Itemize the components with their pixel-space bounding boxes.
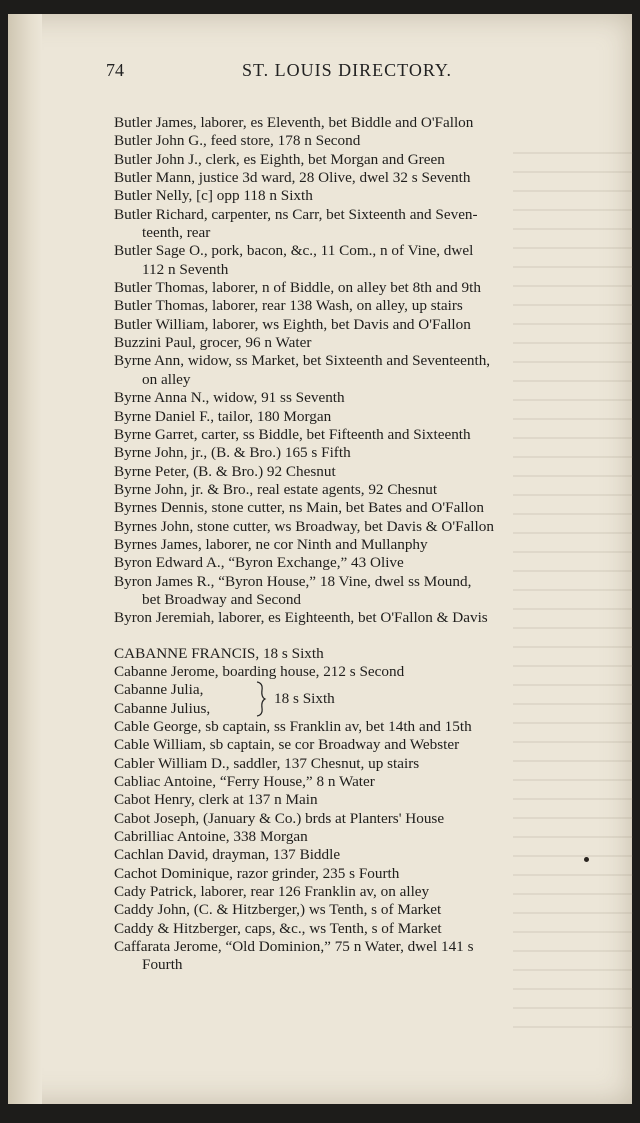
entry-continuation: bet Broadway and Second [142, 590, 302, 608]
directory-entry [114, 316, 592, 334]
entry-text: Cachot Dominique, razor grinder, 235 s Fourth [114, 864, 400, 882]
directory-entry [114, 938, 592, 975]
bracket-shared-address: 18 s Sixth [274, 690, 335, 708]
entry-text: Caddy John, (C. & Hitzberger,) ws Tenth, s of Market [114, 901, 442, 919]
entry-text: Byron James R., “Byron House,” 18 Vine, dwel ss Mound, [114, 572, 472, 590]
directory-entry [114, 609, 592, 627]
directory-entry [114, 334, 592, 352]
directory-entry [114, 883, 592, 901]
entry-text: Byrnes Dennis, stone cutter, ns Main, bet Bates and O'Fallon [114, 499, 484, 517]
directory-entry [114, 169, 592, 187]
entry-text: Byrnes James, laborer, ne cor Ninth and Mullanphy [114, 535, 428, 553]
directory-entry [114, 536, 592, 554]
entry-text: Caddy & Hitzberger, caps, &c., ws Tenth, s of Market [114, 919, 442, 937]
directory-entry [114, 426, 592, 444]
directory-entry [114, 132, 592, 150]
entry-text: Byron Jeremiah, laborer, es Eighteenth, bet O'Fallon & Davis [114, 609, 488, 627]
page-number: 74 [106, 60, 124, 80]
entry-text: Cady Patrick, laborer, rear 126 Franklin av, on alley [114, 883, 430, 901]
directory-entry [114, 114, 592, 132]
directory-entry [114, 518, 592, 536]
directory-entry [114, 573, 592, 610]
directory-entry [114, 736, 592, 754]
directory-entry [114, 773, 592, 791]
directory-entry [114, 865, 592, 883]
entry-text: Byrne Anna N., widow, 91 ss Seventh [114, 389, 345, 407]
entry-text: Byrne John, jr., (B. & Bro.) 165 s Fifth [114, 444, 351, 462]
directory-entry [114, 755, 592, 773]
entry-text: Byrne Ann, widow, ss Market, bet Sixteenth and Seventeenth, [114, 352, 491, 370]
entry-text: Cable William, sb captain, se cor Broadway and Webster [114, 736, 460, 754]
page-header [106, 60, 588, 84]
entry-text: Byrne Daniel F., tailor, 180 Morgan [114, 407, 332, 425]
directory-entry [114, 408, 592, 426]
page-gutter [8, 14, 42, 1104]
entry-text: Butler Richard, carpenter, ns Carr, bet Sixteenth and Seven- [114, 205, 478, 223]
bracketed-entry-group [114, 681, 592, 718]
directory-entry [114, 187, 592, 205]
directory-entry [114, 279, 592, 297]
bracket-name: Cabanne Julius, [114, 699, 211, 717]
directory-entry [114, 554, 592, 572]
directory-entry [114, 828, 592, 846]
entry-continuation: on alley [142, 370, 191, 388]
directory-entry [114, 901, 592, 919]
directory-entry [114, 352, 592, 389]
entry-text: Butler Thomas, laborer, n of Biddle, on alley bet 8th and 9th [114, 279, 481, 297]
entry-text: Cabot Henry, clerk at 137 n Main [114, 791, 318, 809]
entry-text: Butler Mann, justice 3d ward, 28 Olive, dwel 32 s Seventh [114, 169, 471, 187]
entry-text: Byrne Garret, carter, ss Biddle, bet Fifteenth and Sixteenth [114, 425, 471, 443]
entry-text: Butler Nelly, [c] opp 118 n Sixth [114, 187, 313, 205]
entry-continuation: 112 n Seventh [142, 260, 229, 278]
directory-entry [114, 791, 592, 809]
entry-text: Butler John J., clerk, es Eighth, bet Morgan and Green [114, 150, 445, 168]
entry-text: Butler Thomas, laborer, rear 138 Wash, on alley, up stairs [114, 297, 463, 315]
directory-entry [114, 206, 592, 243]
entry-text: Buzzini Paul, grocer, 96 n Water [114, 334, 312, 352]
directory-entries [114, 114, 592, 975]
entry-text: Byrne John, jr. & Bro., real estate agents, 92 Chesnut [114, 480, 438, 498]
directory-entry [114, 444, 592, 462]
entry-text: Butler Sage O., pork, bacon, &c., 11 Com., n of Vine, dwel [114, 242, 474, 260]
bracket-name: Cabanne Julia, [114, 681, 204, 699]
directory-entry [114, 810, 592, 828]
entry-text: Byrnes John, stone cutter, ws Broadway, bet Davis & O'Fallon [114, 517, 494, 535]
entry-text: Butler William, laborer, ws Eighth, bet Davis and O'Fallon [114, 315, 471, 333]
entry-text: Cachlan David, drayman, 137 Biddle [114, 846, 341, 864]
entry-text: Cabrilliac Antoine, 338 Morgan [114, 828, 308, 846]
directory-entry [114, 242, 592, 279]
page-title: ST. LOUIS DIRECTORY. [241, 60, 453, 80]
entry-text: Cabler William D., saddler, 137 Chesnut, up stairs [114, 754, 420, 772]
directory-entry [114, 389, 592, 407]
directory-entry [114, 297, 592, 315]
entry-continuation: Fourth [142, 956, 183, 974]
entry-text: Caffarata Jerome, “Old Dominion,” 75 n Water, dwel 141 s [114, 938, 474, 956]
section-head-entry: CABANNE FRANCIS, 18 s Sixth [114, 644, 324, 662]
entry-continuation: teenth, rear [142, 224, 211, 242]
directory-entry [114, 846, 592, 864]
directory-entry [114, 151, 592, 169]
entry-text: Butler James, laborer, es Eleventh, bet Biddle and O'Fallon [114, 114, 474, 131]
entry-text: Cabliac Antoine, “Ferry House,” 8 n Water [114, 773, 375, 791]
entry-text: Cabot Joseph, (January & Co.) brds at Planters' House [114, 809, 445, 827]
entry-text: Byrne Peter, (B. & Bro.) 92 Chesnut [114, 462, 336, 480]
directory-entry [114, 499, 592, 517]
directory-entry [114, 463, 592, 481]
entry-text: Byron Edward A., “Byron Exchange,” 43 Olive [114, 554, 404, 572]
directory-entry [114, 481, 592, 499]
directory-entry [114, 718, 592, 736]
directory-entry [114, 920, 592, 938]
entry-text: Cable George, sb captain, ss Franklin av, bet 14th and 15th [114, 718, 472, 735]
entry-text: Cabanne Jerome, boarding house, 212 s Second [114, 662, 405, 680]
directory-entry [114, 663, 592, 681]
entry-text: Butler John G., feed store, 178 n Second [114, 132, 361, 150]
brace-icon [254, 681, 268, 717]
